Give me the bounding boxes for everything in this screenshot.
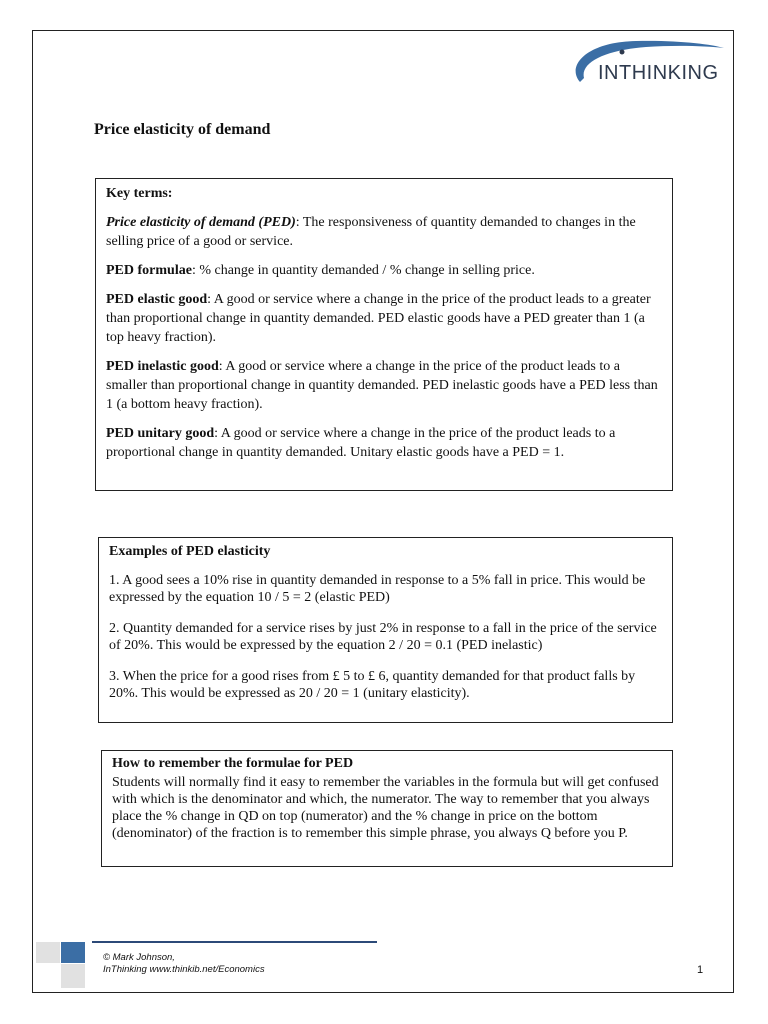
key-term-unitary — [106, 424, 662, 462]
footer-decor-square — [61, 942, 85, 963]
example-item: 3. When the price for a good rises from £ 5 to £ 6, quantity demanded for that product falls by 20%. This would be expressed as 20 / 20 = 1 (unitary elasticity). — [109, 669, 636, 701]
term-label: PED elastic good — [106, 292, 208, 307]
remember-text: Students will normally find it easy to remember the variables in the formula but will get confused with which is the denominator and which, the numerator. The way to remember that you always place the % change in QD on top (numerator) and the % change in price on the bottom (denominator) of the fraction is to remember this simple phrase, you always Q before you P. — [112, 775, 659, 841]
examples-box — [98, 537, 673, 723]
term-definition: : A good or service where a change in the price of the product leads to a proportional change in quantity demanded. Unitary elastic goods have a PED = 1. — [106, 426, 616, 460]
example-item: 1. A good sees a 10% rise in quantity demanded in response to a 5% fall in price. This would be expressed by the equation 10 / 5 = 2 (elastic PED) — [109, 573, 646, 605]
key-term-formulae — [106, 261, 662, 280]
footer-credit — [103, 952, 265, 976]
footer-copyright: © Mark Johnson, — [103, 952, 175, 963]
term-definition: : A good or service where a change in the price of the product leads to a greater than proportional change in quantity demanded. PED elastic goods have a PED greater than 1 (a top heavy fraction). — [106, 292, 651, 345]
footer-decor-square — [36, 942, 60, 963]
term-label: PED unitary good — [106, 426, 215, 441]
inthinking-logo — [566, 36, 726, 90]
key-term-ped — [106, 213, 662, 251]
remember-heading: How to remember the formulae for PED — [112, 756, 354, 771]
page-number: 1 — [697, 964, 704, 976]
key-term-inelastic — [106, 357, 662, 414]
footer-decor-square — [61, 964, 85, 988]
page-title: Price elasticity of demand — [94, 121, 271, 138]
remember-box — [101, 750, 673, 867]
term-definition: : The responsiveness of quantity demanded to changes in the selling price of a good or service. — [106, 215, 636, 249]
term-definition: : % change in quantity demanded / % change in selling price. — [191, 263, 535, 278]
example-item: 2. Quantity demanded for a service rises by just 2% in response to a fall in the price of the service of 20%. This would be expressed by the equation 2 / 20 = 0.1 (PED inelastic) — [109, 621, 657, 653]
term-label: PED inelastic good — [106, 359, 219, 374]
term-label: PED formulae — [106, 263, 192, 278]
key-terms-box — [95, 178, 673, 491]
key-terms-heading: Key terms: — [106, 186, 173, 201]
key-term-elastic — [106, 290, 662, 347]
examples-heading: Examples of PED elasticity — [109, 544, 271, 559]
footer-divider — [92, 941, 377, 943]
footer-site: InThinking www.thinkib.net/Economics — [103, 964, 265, 975]
term-label: Price elasticity of demand (PED) — [106, 215, 296, 230]
logo-text: INTHINKING — [598, 62, 719, 84]
term-definition: : A good or service where a change in the price of the product leads to a smaller than proportional change in quantity demanded. PED inelastic goods have a PED less than 1 (a bottom heavy fraction). — [106, 359, 658, 412]
